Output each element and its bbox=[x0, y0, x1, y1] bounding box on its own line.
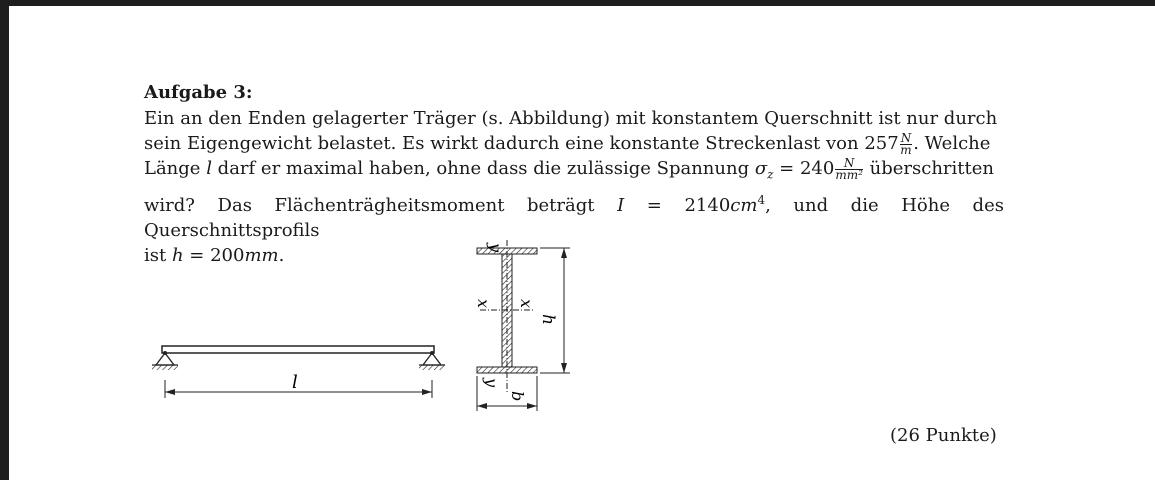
task-title: Aufgabe 3: bbox=[144, 82, 253, 103]
label-x-right: x bbox=[517, 299, 536, 309]
window-top-border bbox=[0, 0, 1155, 6]
text-line-4a: wird? Das Flächenträgheitsmoment beträgt bbox=[144, 194, 618, 216]
left-support-icon bbox=[152, 351, 178, 370]
right-support-icon bbox=[419, 351, 445, 370]
text-line-1: Ein an den Enden gelagerter Träger (s. Abbildung) mit konstantem Querschnitt ist nur durch bbox=[144, 108, 998, 129]
var-sigma: σ bbox=[754, 158, 768, 179]
beam-figure bbox=[140, 228, 600, 418]
beam bbox=[162, 346, 434, 353]
text-line-4b: = 2140 bbox=[624, 194, 731, 216]
text-line-5a: ist bbox=[144, 244, 172, 266]
length-label: l bbox=[292, 372, 298, 393]
text-line-3a: Länge bbox=[144, 158, 207, 179]
var-I: I bbox=[617, 194, 625, 216]
height-dimension bbox=[540, 248, 570, 373]
window-left-border bbox=[0, 0, 9, 480]
label-b: b bbox=[508, 391, 527, 402]
unit-stress-fraction bbox=[835, 155, 863, 182]
label-y-bottom: y bbox=[482, 378, 501, 388]
unit-load-denominator: m bbox=[900, 142, 912, 157]
label-h: h bbox=[538, 314, 558, 325]
points-label: (26 Punkte) bbox=[890, 425, 997, 446]
text-line-5c: . bbox=[278, 244, 285, 266]
unit-load-fraction bbox=[900, 130, 913, 157]
var-l: l bbox=[206, 158, 212, 179]
text-line-4c: , und die Höhe des Querschnittsprofils bbox=[144, 194, 1004, 241]
unit-stress-numerator: N bbox=[835, 158, 863, 170]
var-h: h bbox=[171, 244, 184, 266]
unit-load-numerator: N bbox=[900, 130, 912, 145]
text-line-2a: sein Eigengewicht belastet. Es wirkt dadurch eine konstante Streckenlast von 257 bbox=[144, 133, 899, 154]
label-y-top: y bbox=[486, 243, 505, 253]
text-line-3c: = 240 bbox=[773, 158, 835, 179]
unit-mm: mm bbox=[244, 244, 279, 266]
label-x-left: x bbox=[474, 299, 493, 309]
unit-cm: cm bbox=[730, 194, 758, 216]
text-line-2b: . Welche bbox=[913, 133, 991, 154]
text-line-3d: überschritten bbox=[863, 158, 994, 179]
text-line-3b: darf er maximal haben, ohne dass die zulässige Spannung bbox=[211, 158, 755, 179]
unit-stress-denominator: mm² bbox=[835, 167, 863, 182]
length-dimension bbox=[165, 380, 432, 398]
var-sigma-sub: z bbox=[767, 167, 774, 182]
exponent-4: 4 bbox=[757, 192, 766, 207]
text-line-5b: = 200 bbox=[183, 244, 245, 266]
